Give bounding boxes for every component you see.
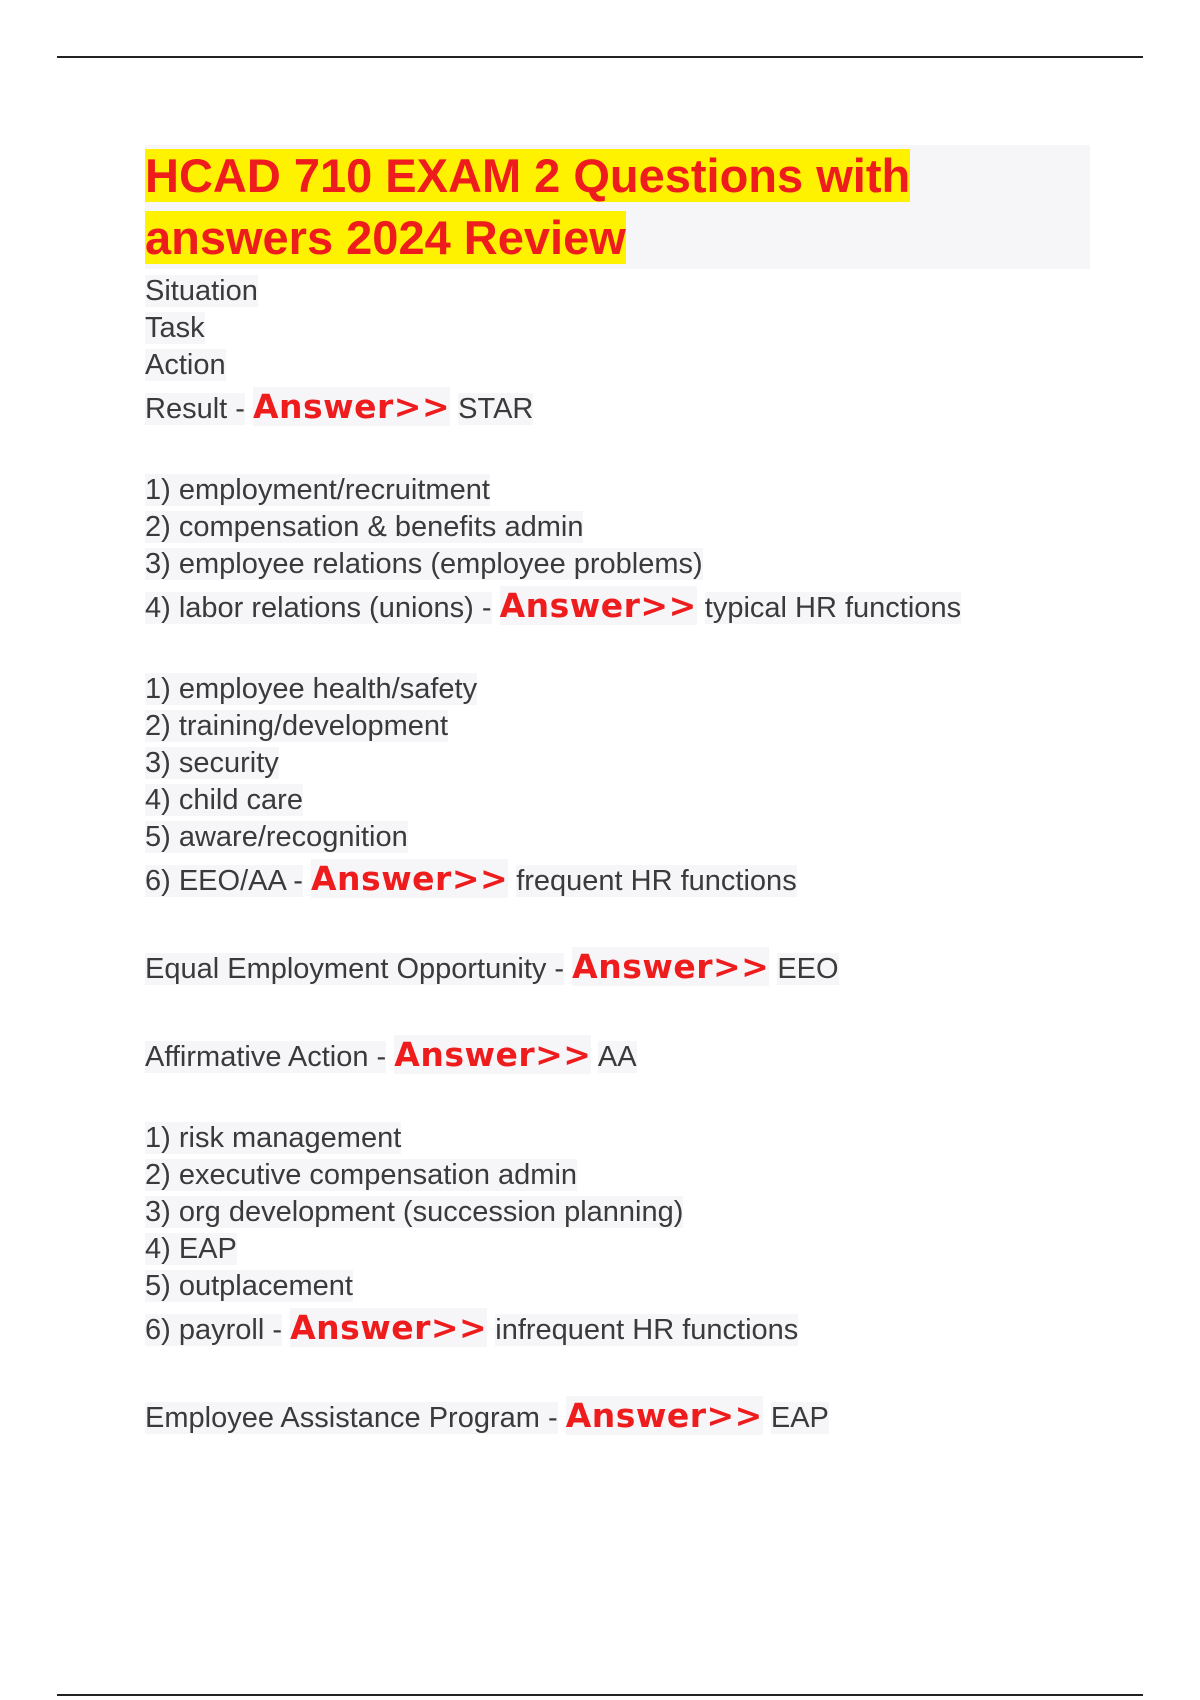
prompt-text: 3) employee relations (employee problems)	[145, 548, 703, 580]
prompt-line	[145, 310, 1090, 347]
answer-line	[145, 1032, 1090, 1080]
prompt-text: 4) child care	[145, 784, 303, 816]
header-rule	[57, 56, 1143, 58]
prompt-line	[145, 509, 1090, 546]
prompt-line	[145, 708, 1090, 745]
qa-entry	[145, 472, 1090, 631]
prompt-line	[145, 745, 1090, 782]
prompt-text: 1) employment/recruitment	[145, 474, 490, 506]
entry-spacer	[145, 904, 1090, 944]
prompt-text: 5) aware/recognition	[145, 821, 408, 853]
qa-entry	[145, 1393, 1090, 1441]
entry-spacer	[145, 631, 1090, 671]
prompt-line	[145, 546, 1090, 583]
answer-label: Answer>>	[252, 387, 451, 426]
document-body	[145, 145, 1090, 1441]
prompt-text: 2) compensation & benefits admin	[145, 511, 584, 543]
prompt-line	[145, 347, 1090, 384]
answer-text: AA	[597, 1041, 637, 1073]
answer-label: Answer>>	[499, 586, 697, 625]
title-line-1: HCAD 710 EXAM 2 Questions with	[145, 149, 911, 202]
prompt-text: Result -	[145, 393, 245, 425]
prompt-text: Action	[145, 349, 226, 381]
prompt-text: 1) employee health/safety	[145, 673, 478, 705]
answer-text: typical HR functions	[704, 592, 962, 624]
qa-entry	[145, 1032, 1090, 1080]
prompt-text: Affirmative Action -	[145, 1041, 387, 1073]
prompt-line	[145, 1194, 1090, 1231]
prompt-line	[145, 472, 1090, 509]
answer-text: frequent HR functions	[516, 865, 797, 897]
prompt-text: 2) training/development	[145, 710, 449, 742]
entry-spacer	[145, 432, 1090, 472]
prompt-line	[145, 1231, 1090, 1268]
title-line-2: answers 2024 Review	[145, 211, 626, 264]
answer-line	[145, 1393, 1090, 1441]
document-title	[145, 145, 1090, 269]
prompt-text: 4) EAP	[145, 1233, 237, 1265]
prompt-line	[145, 1157, 1090, 1194]
prompt-text: 3) org development (succession planning)	[145, 1196, 684, 1228]
prompt-text: 1) risk management	[145, 1122, 402, 1154]
answer-label: Answer>>	[290, 1308, 488, 1347]
answer-line	[145, 856, 1090, 904]
prompt-text: Situation	[145, 275, 258, 307]
prompt-line	[145, 273, 1090, 310]
answer-line	[145, 583, 1090, 631]
footer-rule	[57, 1694, 1143, 1696]
qa-list	[145, 273, 1090, 1441]
qa-entry	[145, 273, 1090, 432]
prompt-text: Equal Employment Opportunity -	[145, 953, 565, 985]
entry-spacer	[145, 1080, 1090, 1120]
prompt-text: 5) outplacement	[145, 1270, 353, 1302]
qa-entry	[145, 944, 1090, 992]
answer-label: Answer>>	[394, 1035, 592, 1074]
answer-line	[145, 944, 1090, 992]
prompt-text: 6) payroll -	[145, 1314, 282, 1346]
entry-spacer	[145, 992, 1090, 1032]
prompt-line	[145, 1120, 1090, 1157]
answer-line	[145, 384, 1090, 432]
answer-label: Answer>>	[565, 1396, 763, 1435]
prompt-text: Task	[145, 312, 205, 344]
answer-text: EAP	[770, 1402, 829, 1434]
qa-entry	[145, 1120, 1090, 1353]
prompt-line	[145, 671, 1090, 708]
entry-spacer	[145, 1353, 1090, 1393]
answer-label: Answer>>	[311, 859, 509, 898]
prompt-line	[145, 1268, 1090, 1305]
prompt-text: 4) labor relations (unions) -	[145, 592, 492, 624]
answer-label: Answer>>	[572, 947, 770, 986]
prompt-text: 2) executive compensation admin	[145, 1159, 578, 1191]
prompt-text: Employee Assistance Program -	[145, 1402, 558, 1434]
prompt-line	[145, 782, 1090, 819]
prompt-text: 3) security	[145, 747, 279, 779]
prompt-line	[145, 819, 1090, 856]
answer-text: infrequent HR functions	[495, 1314, 799, 1346]
qa-entry	[145, 671, 1090, 904]
answer-text: STAR	[458, 393, 534, 425]
answer-line	[145, 1305, 1090, 1353]
answer-text: EEO	[777, 953, 839, 985]
prompt-text: 6) EEO/AA -	[145, 865, 303, 897]
